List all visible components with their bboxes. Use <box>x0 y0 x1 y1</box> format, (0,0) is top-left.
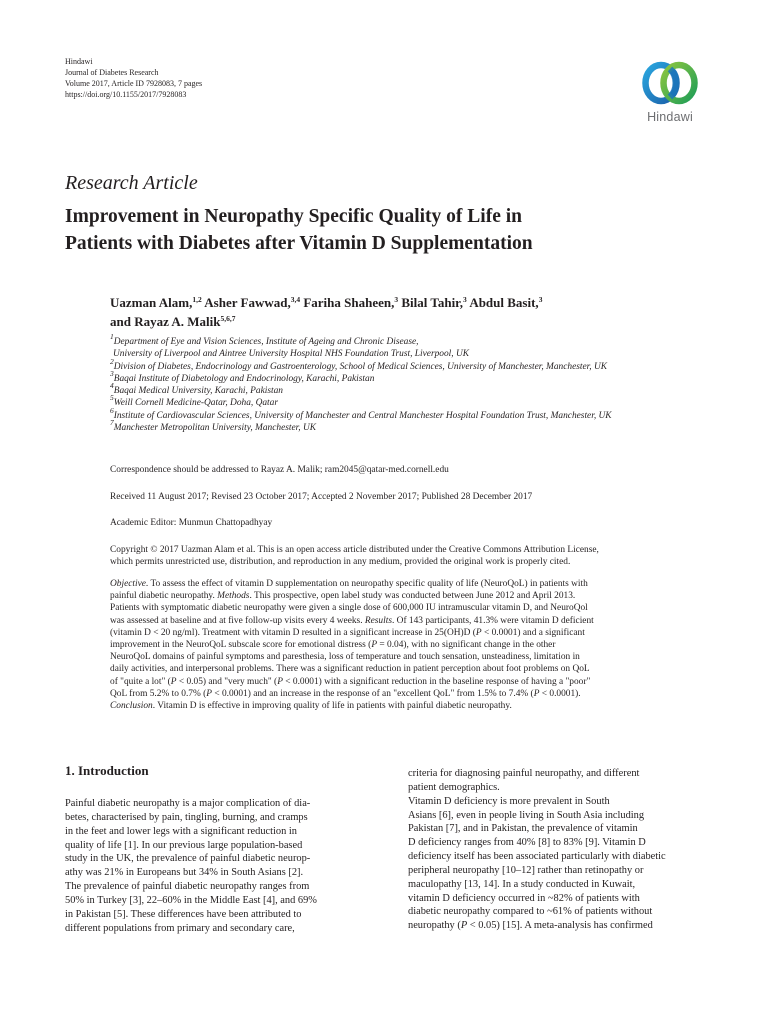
affiliation-number: 7 <box>110 418 114 428</box>
text-run: = 0.04), with no significant change in the other <box>377 640 556 651</box>
text-run: painful diabetic neuropathy. <box>110 591 218 602</box>
author-name: and Rayaz A. Malik <box>110 314 221 329</box>
text-line <box>110 578 710 590</box>
author-line <box>110 312 710 331</box>
text-run: 50% in Turkey [3], 22–60% in the Middle East [4], and 69% <box>65 894 317 906</box>
affiliation-item <box>110 348 720 360</box>
text-run: Pakistan [7], and in Pakistan, the prevalence of vitamin <box>408 823 638 835</box>
text-run: (vitamin D < 20 ng/ml). Treatment with vitamin D resulted in a significant increase in 25(OH)D ( <box>110 627 476 638</box>
copyright-notice <box>110 544 710 569</box>
text-run: Vitamin D deficiency is more prevalent in South <box>408 795 610 807</box>
author-affil-ref: 3 <box>394 295 399 304</box>
abstract <box>110 578 710 712</box>
text-run: diabetic neuropathy compared to ~61% of patients without <box>408 906 653 918</box>
text-line <box>408 905 708 919</box>
text-line <box>408 781 708 795</box>
affiliation-number: 1 <box>110 332 114 341</box>
text-line <box>65 894 365 908</box>
text-run: criteria for diagnosing painful neuropathy, and different <box>408 768 640 779</box>
journal-masthead <box>65 56 202 100</box>
body-column-right <box>408 767 708 933</box>
title-line: Patients with Diabetes after Vitamin D Supplementation <box>65 233 533 254</box>
text-line <box>110 651 710 663</box>
author-affil-ref: 5,6,7 <box>220 314 236 323</box>
text-run: improvement in the NeuroQoL subscale score for emotional distress ( <box>110 640 372 651</box>
logo-wordmark: Hindawi <box>647 110 693 124</box>
affiliation-text: Baqai Medical University, Karachi, Pakistan <box>113 386 283 397</box>
author-name: Bilal Tahir, <box>401 295 464 310</box>
author-affil-ref: 3 <box>463 295 467 304</box>
affiliation-text: Manchester Metropolitan University, Manchester, UK <box>113 423 316 434</box>
text-run: < 0.0001). <box>539 688 581 699</box>
affiliation-item <box>110 393 720 409</box>
text-run: maculopathy [13, 14]. In a study conducted in Kuwait, <box>408 878 636 890</box>
affiliation-number: 6 <box>110 405 114 415</box>
italic-run: Objective <box>110 579 146 589</box>
author-affil-ref: 1,2 <box>192 295 202 304</box>
text-run: deficiency itself has been associated particularly with diabetic <box>408 851 666 863</box>
copyright-line: Copyright © 2017 Uazman Alam et al. This is an open access article distributed under the Creative Commons Attribution License, <box>110 545 599 555</box>
text-line <box>110 639 710 651</box>
academic-editor: Academic Editor: Munmun Chattopadhyay <box>110 518 273 528</box>
journal-name: Journal of Diabetes Research <box>65 68 159 77</box>
affiliation-text: Department of Eye and Vision Sciences, Institute of Ageing and Chronic Disease, <box>113 337 419 347</box>
text-line <box>65 852 365 866</box>
text-run: < 0.05) [15]. A meta-analysis has confirmed <box>467 920 653 932</box>
text-run: < 0.0001) and an increase in the response of an "excellent QoL" from 1.5% to 7.4% ( <box>211 688 534 699</box>
text-line <box>65 880 365 894</box>
text-run: . This prospective, open label study was conducted between June 2012 and April 2013. <box>249 591 576 602</box>
italic-run: P <box>277 676 283 687</box>
affiliation-text: Baqai Institute of Diabetology and Endocrinology, Karachi, Pakistan <box>113 373 375 384</box>
doi-link[interactable]: https://doi.org/10.1155/2017/7928083 <box>65 90 187 99</box>
affiliation-number: 5 <box>110 393 114 403</box>
text-run: . Vitamin D is effective in improving quality of life in patients with painful diabetic neuropathy. <box>152 701 512 712</box>
article-type: Research Article <box>65 172 198 194</box>
affiliation-number: 4 <box>110 381 114 391</box>
section-heading: 1. Introduction <box>65 763 149 778</box>
text-run: peripheral neuropathy [10–12] rather than retinopathy or <box>408 864 644 876</box>
text-line <box>408 836 708 850</box>
copyright-line: which permits unrestricted use, distribution, and reproduction in any medium, provided the original work is properly cited. <box>110 557 571 568</box>
publication-dates: Received 11 August 2017; Revised 23 October 2017; Accepted 2 November 2017; Published 28 December 2017 <box>110 492 533 502</box>
text-line <box>65 825 365 839</box>
text-run: < 0.0001) and a significant <box>481 627 585 638</box>
text-line <box>110 700 710 712</box>
author-affil-ref: 3 <box>538 295 543 304</box>
text-run: . To assess the effect of vitamin D supplementation on neuropathy specific quality of life (NeuroQoL) in patients with <box>145 579 588 589</box>
text-run: Patients with symptomatic diabetic neuropathy were given a single dose of 600,000 IU intramuscular vitamin D, and NeuroQol <box>110 603 588 614</box>
text-line <box>65 797 365 811</box>
text-line <box>110 627 710 639</box>
text-line <box>65 839 365 853</box>
italic-run: P <box>170 676 177 687</box>
text-run: patient demographics. <box>408 781 500 793</box>
author-name: Uazman Alam, <box>110 295 193 310</box>
text-run: The prevalence of painful diabetic neuropathy ranges from <box>65 881 310 893</box>
text-run: neuropathy ( <box>408 920 461 932</box>
text-run: . Of 143 participants, 41.3% were vitamin D deficient <box>391 615 594 626</box>
italic-run: P <box>206 688 212 699</box>
publisher-logo <box>634 58 706 138</box>
text-run: different populations from primary and secondary care, <box>65 922 295 934</box>
text-line <box>408 795 708 809</box>
italic-run: Results <box>364 615 392 626</box>
text-run: Asians [6], even in people living in South Asia including <box>408 809 645 821</box>
text-run: vitamin D deficiency occurred in ~82% of patients with <box>408 892 640 904</box>
text-line <box>408 822 708 836</box>
body-column-left <box>65 797 365 935</box>
correspondence-note: Correspondence should be addressed to Rayaz A. Malik; ram2045@qatar-med.cornell.edu <box>110 465 449 475</box>
text-run: in the feet and lower legs with a significant reduction in <box>65 825 297 837</box>
text-line <box>110 663 710 675</box>
affiliation-item <box>110 356 720 373</box>
title-line: Improvement in Neuropathy Specific Quality of Life in <box>65 206 522 227</box>
italic-run: Conclusion <box>110 701 153 712</box>
affiliation-list <box>110 332 720 434</box>
text-run: D deficiency ranges from 40% [8] to 83% [9]. Vitamin D <box>408 837 646 849</box>
affiliation-item <box>110 405 720 422</box>
affiliation-item <box>110 332 720 348</box>
text-run: < 0.05) and "very much" ( <box>176 676 278 687</box>
article-title <box>65 203 685 257</box>
text-run: study in the UK, the prevalence of painful diabetic neurop- <box>65 853 311 865</box>
text-line <box>65 908 365 922</box>
text-line <box>110 602 710 614</box>
author-name: Abdul Basit, <box>469 295 539 310</box>
text-line <box>65 866 365 880</box>
italic-run: P <box>475 627 482 638</box>
italic-run: P <box>533 688 540 699</box>
affiliation-text: Weill Cornell Medicine-Qatar, Doha, Qatar <box>113 398 278 409</box>
author-line <box>110 293 710 312</box>
text-run: QoL from 5.2% to 0.7% ( <box>110 688 207 699</box>
text-line <box>408 809 708 823</box>
affiliation-text: Institute of Cardiovascular Sciences, University of Manchester and Central Manchester Hospital Foundation Trust, Manchester, UK <box>113 410 612 421</box>
text-run: Painful diabetic neuropathy is a major complication of dia- <box>65 798 311 809</box>
text-run: < 0.0001) with a significant reduction in the baseline response of having a "poor" <box>282 676 591 687</box>
italic-run: P <box>460 920 468 932</box>
text-line <box>408 878 708 892</box>
text-run: athy was 21% in Europeans but 34% in South Asians [2]. <box>65 867 304 879</box>
text-line <box>408 767 708 781</box>
text-line <box>408 919 708 933</box>
affiliation-item <box>110 368 720 385</box>
text-run: of "quite a lot" ( <box>110 676 171 687</box>
text-line <box>110 615 710 627</box>
volume-info: Volume 2017, Article ID 7928083, 7 pages <box>65 79 203 88</box>
affiliation-number: 2 <box>110 356 114 366</box>
text-run: betes, characterised by pain, tingling, burning, and cramps <box>65 811 308 823</box>
author-name: Fariha Shaheen, <box>303 295 395 310</box>
text-run: NeuroQoL domains of painful symptoms and paresthesia, loss of temperature and touch sensation, unsteadiness, limitation in <box>110 652 580 663</box>
text-line <box>408 864 708 878</box>
text-run: quality of life [1]. In our previous large population-based <box>65 839 303 851</box>
text-run: was assessed at baseline and at five follow-up visits every 4 weeks. <box>110 615 365 626</box>
author-name: Asher Fawwad, <box>204 295 291 310</box>
author-affil-ref: 3,4 <box>290 295 301 304</box>
text-line <box>65 922 365 936</box>
author-list <box>110 293 710 331</box>
text-line <box>65 811 365 825</box>
affiliation-text: University of Liverpool and Aintree University Hospital NHS Foundation Trust, Liverpool, UK <box>113 349 469 360</box>
text-line <box>110 688 710 700</box>
affiliation-text: Division of Diabetes, Endocrinology and Gastroenterology, School of Medical Sciences, University of Manchester, Manchester, UK <box>113 361 607 372</box>
italic-run: P <box>371 640 378 651</box>
text-line <box>110 590 710 602</box>
text-run: in Pakistan [5]. These differences have been attributed to <box>65 908 302 920</box>
text-line <box>408 850 708 864</box>
affiliation-number: 3 <box>110 368 114 378</box>
italic-run: Methods <box>217 591 250 602</box>
text-line <box>408 892 708 906</box>
affiliation-item <box>110 418 720 434</box>
hindawi-rings-icon <box>639 58 701 108</box>
text-run: daily activities, and interpersonal problems. There was a significant reduction in patient perception about foot problems on QoL <box>110 664 590 675</box>
text-line <box>110 676 710 688</box>
affiliation-item <box>110 381 720 397</box>
publisher-name: Hindawi <box>65 57 93 66</box>
